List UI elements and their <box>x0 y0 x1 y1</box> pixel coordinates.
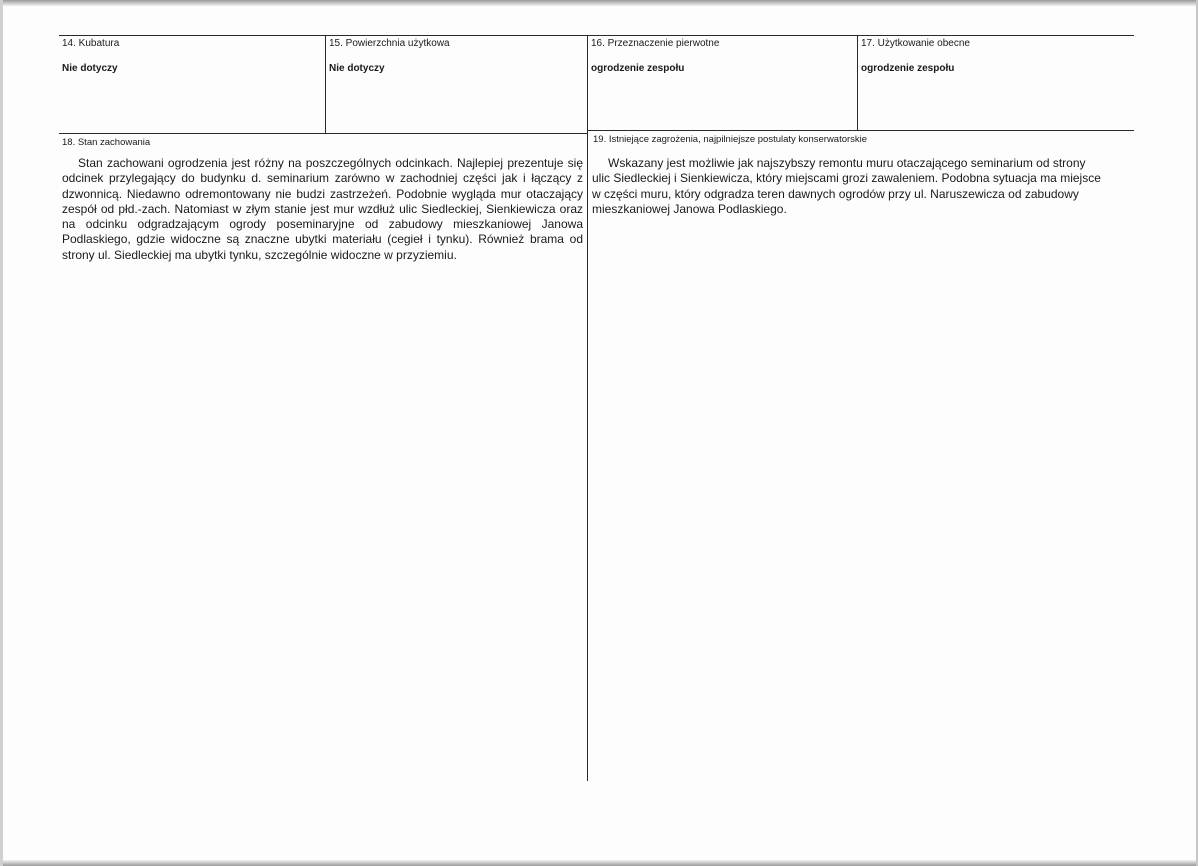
row-separator-left <box>59 133 588 134</box>
section-text: Wskazany jest możliwie jak najszybszy remontu muru otaczającego seminarium od strony ulic Siedleckiej i Sienkiewicza, który miejscami grozi zawaleniem. Podobna sytuacja ma miejsce w części muru, który odgradza teren dawnych ogrodów przy ul. Naruszewicza od zabudowy mieszkaniowej Janowa Podlaskiego. <box>592 156 1101 216</box>
cell-label: 17. Użytkowanie obecne <box>861 38 970 49</box>
cell-label: 14. Kubatura <box>62 38 120 49</box>
cell-value: Nie dotyczy <box>62 63 118 74</box>
cell-value: ogrodzenie zespołu <box>591 63 685 74</box>
cell-label: 16. Przeznaczenie pierwotne <box>591 38 720 49</box>
scan-edge-top <box>0 0 1198 6</box>
section-text: Stan zachowani ogrodzenia jest różny na poszczególnych odcinkach. Najlepiej prezentuje się odcinek przylegający do budynku d. seminarium zarówno w zachodniej części jak i łączący z dzwonnicą. Niedawno odremontowany nie budzi zastrzeżeń. Podobnie wygląda mur otaczający zespół od płd.-zach. Natomiast w złym stanie jest mur wzdłuż ulic Siedleckiej, Sienkiewicza oraz na odcinku odgradzającym ogrody poseminaryjne od zabudowy mieszkaniowej Janowa Podlaskiego, gdzie widoczne są znaczne ubytki materiału (cegieł i tynku). Również brama od strony ul. Siedleckiej ma ubytki tynku, szczególnie widoczne w przyziemiu. <box>62 156 583 262</box>
cell-value: ogrodzenie zespołu <box>861 63 955 74</box>
cell-przeznaczenie-pierwotne <box>588 35 857 131</box>
scan-edge-bottom <box>0 860 1198 866</box>
main-column-divider <box>587 35 588 781</box>
section-label: 18. Stan zachowania <box>62 137 151 148</box>
cell-label: 15. Powierzchnia użytkowa <box>329 38 450 49</box>
cell-powierzchnia-uzytkowa <box>326 35 587 133</box>
cell-uzytkowanie-obecne <box>858 35 1134 131</box>
cell-kubatura <box>59 35 325 133</box>
cell-value: Nie dotyczy <box>329 63 385 74</box>
section-label: 19. Istniejące zagrożenia, najpilniejsze postulaty konserwatorskie <box>593 134 868 145</box>
scan-edge-left <box>0 0 3 866</box>
